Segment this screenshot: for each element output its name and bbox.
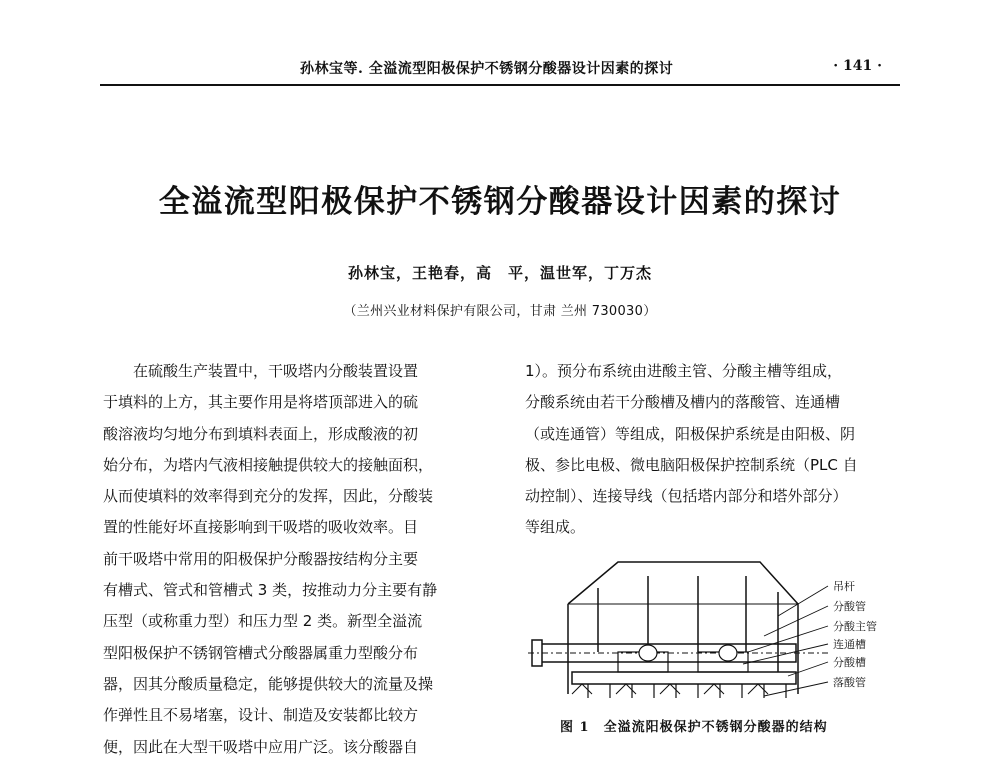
body-line: 有槽式、管式和管槽式 3 类，按推动力分主要有静 [103,581,438,600]
left-column [103,356,473,760]
body-line: 从而使填料的效率得到充分的发挥，因此，分酸装 [103,487,434,506]
right-column [525,356,903,544]
label-downcomer-pipe: 落酸管 [833,676,866,689]
body-line: 极、参比电极、微电脑阳极保护控制系统（PLC 自 [525,455,858,474]
body-line: 始分布，为塔内气液相接触提供较大的接触面积， [103,455,434,474]
label-main-pipe: 分酸主管 [833,620,877,633]
hanger-rods [598,576,778,672]
body-line: 等组成。 [525,518,586,537]
body-line: 压型（或称重力型）和压力型 2 类。新型全溢流 [103,612,423,631]
label-hanger: 吊杆 [833,580,855,593]
body-line: 前干吸塔中常用的阳极保护分酸器按结构分主要 [103,549,419,568]
label-distribution-trough: 分酸槽 [833,656,866,669]
page-number: · 141 · [833,58,882,74]
running-head [100,56,900,82]
body-line: 作弹性且不易堵塞，设计、制造及安装都比较方 [103,706,419,725]
article-title: 全溢流型阳极保护不锈钢分酸器设计因素的探讨 [158,184,842,220]
support-brackets [572,684,768,694]
body-line: 于填料的上方，其主要作用是将塔顶部进入的硫 [103,393,419,412]
figure-caption: 图 1 全溢流阳极保护不锈钢分酸器的结构 [560,720,828,735]
leader-lines [743,586,828,696]
body-line: 动控制）、连接导线（包括塔内部分和塔外部分） [525,487,848,506]
body-line: 置的性能好坏直接影响到干吸塔的吸收效率。目 [103,518,419,537]
body-line: 在硫酸生产装置中，干吸塔内分酸装置设置 [103,362,419,380]
running-title: 孙林宝等. 全溢流型阳极保护不锈钢分酸器设计因素的探讨 [300,61,674,77]
pipe-joint [639,645,657,661]
body-line: 分酸系统由若干分酸槽及槽内的落酸管、连通槽 [525,393,841,412]
tower-top-outline [568,562,798,604]
body-line: 器，因其分酸质量稳定，能够提供较大的流量及操 [103,674,434,693]
author-list: 孙林宝，王艳春，高 平，温世军，丁万杰 [347,264,652,282]
structure-drawing [528,556,898,706]
distribution-trough [572,672,796,684]
body-line: 酸溶液均匀地分布到填料表面上，形成酸液的初 [103,424,419,443]
figure-distributor-structure [528,556,898,706]
body-line: （或连通管）等组成，阳极保护系统是由阳极、阴 [525,424,856,443]
label-distribution-pipe: 分酸管 [833,600,866,613]
pipe-joint [719,645,737,661]
body-line: 1）。预分布系统由进酸主管、分酸主槽等组成， [525,362,843,380]
body-line: 型阳极保护不锈钢管槽式分酸器属重力型酸分布 [103,643,419,662]
body-line: 便，因此在大型干吸塔中应用广泛。该分酸器自 [103,737,419,756]
affiliation: （兰州兴业材料保护有限公司，甘肃 兰州 730030） [343,304,657,319]
header-rule [100,84,900,86]
label-connecting-trough: 连通槽 [833,638,866,651]
